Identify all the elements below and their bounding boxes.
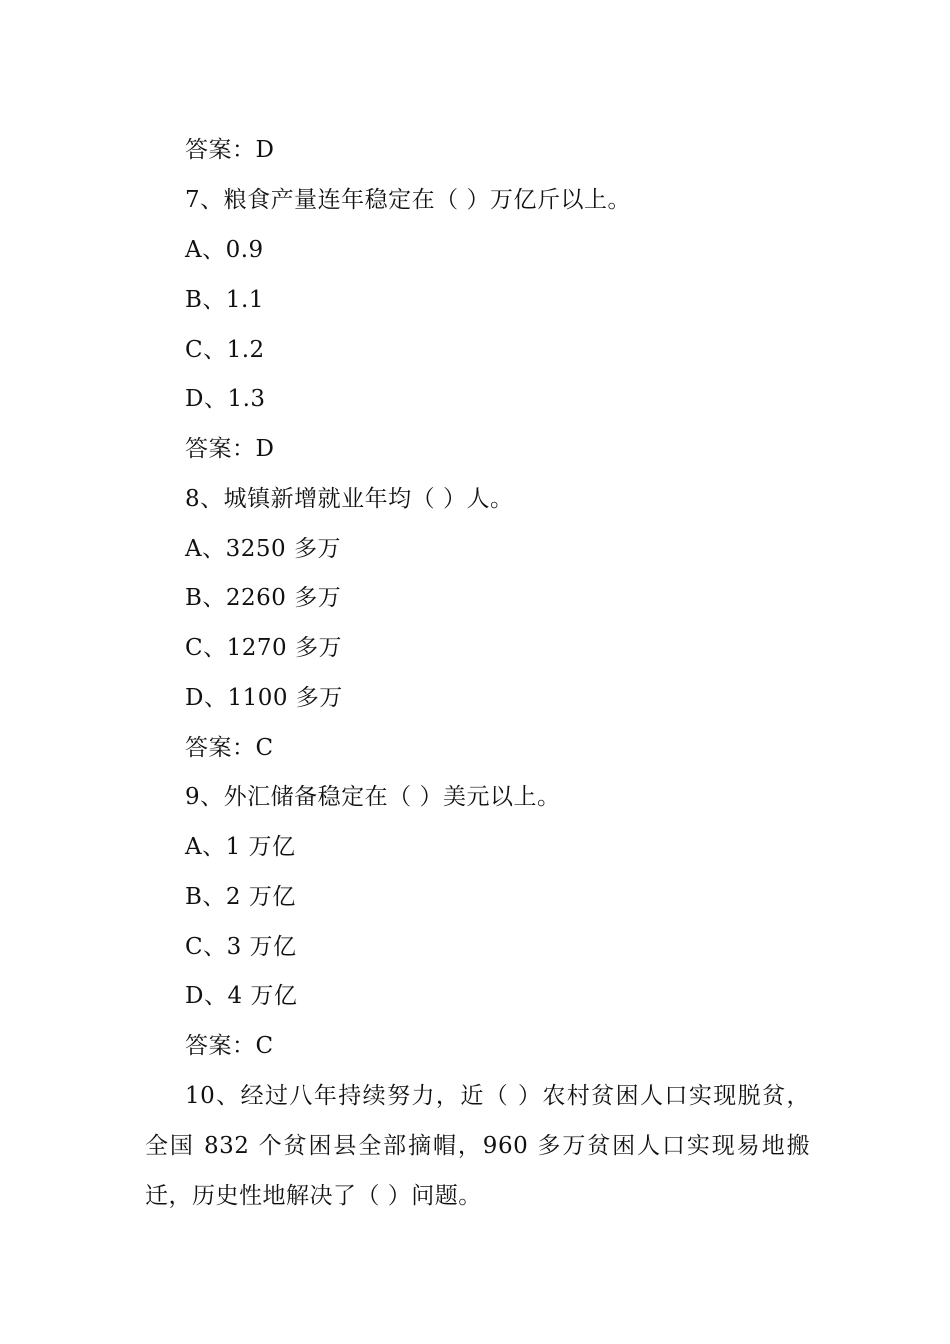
question-7-option-a: A、0.9 [185,237,264,263]
question-7: 7、粮食产量连年稳定在（ ）万亿斤以上。 [185,187,631,213]
question-7-option-c: C、1.2 [185,337,265,363]
question-9: 9、外汇储备稳定在（ ）美元以上。 [185,784,561,810]
question-8-option-d: D、1100 多万 [185,685,343,711]
answer-7: 答案：D [185,436,275,462]
question-7-option-b: B、1.1 [185,287,264,313]
question-9-option-a: A、1 万亿 [185,834,296,860]
answer-8: 答案：C [185,735,274,761]
answer-9: 答案：C [185,1033,274,1059]
question-9-option-c: C、3 万亿 [185,934,297,960]
question-7-option-d: D、1.3 [185,386,266,412]
question-10: 10、经过八年持续努力，近（ ）农村贫困人口实现脱贫，全国 832 个贫困县全部摘帽，960 多万贫困人口实现易地搬迁，历史性地解决了（ ）问题。 [145,1083,810,1209]
answer-6: 答案：D [185,137,275,163]
question-8-option-a: A、3250 多万 [185,536,341,562]
question-8-option-c: C、1270 多万 [185,635,342,661]
question-9-option-b: B、2 万亿 [185,884,296,910]
question-9-option-d: D、4 万亿 [185,983,298,1009]
question-8: 8、城镇新增就业年均（ ）人。 [185,486,514,512]
question-8-option-b: B、2260 多万 [185,585,342,611]
